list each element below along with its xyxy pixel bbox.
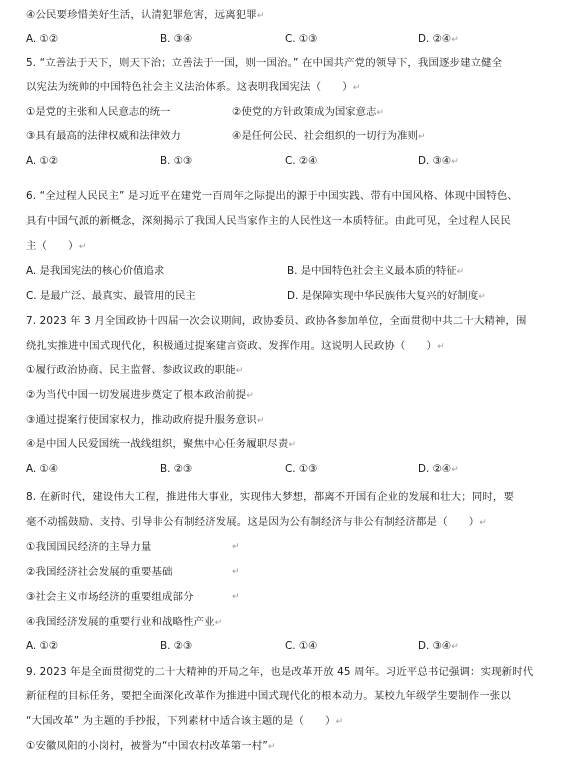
q5-statement-1: ①是党的主张和人民意志的统一: [26, 106, 171, 118]
q7-statement-3: ③通过提案行使国家权力，推动政府提升服务意识↵: [26, 414, 265, 426]
q5-stem-line-1: 5. “立善法于天下，则天下治；立善法于一国，则一国治。” 在中国共产党的领导下，我国逐步建立健全: [26, 57, 503, 69]
q6-option-a: A. 是我国宪法的核心价值追求: [26, 265, 165, 277]
q8-statement-2-mark: ↵: [232, 567, 240, 577]
q5-option-d: D. ③④↵: [418, 155, 459, 167]
q8-option-b: B. ②③: [160, 640, 193, 652]
q9-stem-line-1: 9. 2023 年是全面贯彻党的二十大精神的开局之年，也是改革开放 45 周年。习近平总书记强调：实现新时代: [26, 666, 534, 678]
q5-statement-4: ④是任何公民、社会组织的一切行为准则↵: [232, 130, 426, 142]
q8-stem-line-2: 毫不动摇鼓励、支持、引导非公有制经济发展。这是因为公有制经济与非公有制经济都是（ ）↵: [26, 516, 487, 528]
q8-option-d: D. ③④↵: [418, 640, 459, 652]
q8-statement-3: ③社会主义市场经济的重要组成部分: [26, 591, 194, 603]
q4-option-b: B. ③④: [160, 33, 193, 45]
q8-option-a: A. ①②: [26, 640, 59, 652]
q5-option-a: A. ①②: [26, 155, 59, 167]
q7-option-b: B. ②③: [160, 463, 193, 475]
q8-statement-4: ④我国经济发展的重要行业和战略性产业↵: [26, 616, 223, 628]
q9-stem-line-3: “大国改革” 为主题的手抄报，下列素材中适合该主题的是（ ）↵: [26, 715, 344, 727]
q4-option-a: A. ①②: [26, 33, 59, 45]
q7-statement-1: ①履行政治协商、民主监督、参政议政的职能↵: [26, 364, 244, 376]
q9-statement-1: ①安徽凤阳的小岗村，被誉为“中国农村改革第一村”↵: [26, 740, 276, 752]
q8-statement-1-mark: ↵: [232, 542, 240, 552]
q5-statement-2: ②使党的方针政策成为国家意志↵: [232, 106, 384, 118]
q5-option-b: B. ①③: [160, 155, 193, 167]
q7-option-c: C. ①③: [285, 463, 318, 475]
q8-option-c: C. ①④: [285, 640, 318, 652]
q7-stem-line-2: 绕扎实推进中国式现代化，积极通过提案建言资政、发挥作用。这说明人民政协（ ）↵: [26, 340, 445, 352]
q8-statement-3-mark: ↵: [232, 592, 240, 602]
q5-stem-line-2: 以宪法为统帅的中国特色社会主义法治体系。这表明我国宪法（ ）↵: [26, 81, 361, 93]
q5-option-c: C. ②④: [285, 155, 318, 167]
q7-option-d: D. ②④↵: [418, 463, 459, 475]
q6-stem-line-2: 具有中国气派的新概念，深刻揭示了我国人民当家作主的人民性这一本质特征。由此可见，全过程人民民: [26, 215, 511, 227]
q8-stem-line-1: 8. 在新时代，建设伟大工程，推进伟大事业，实现伟大梦想，都离不开国有企业的发展和壮大；同时，要: [26, 491, 514, 503]
q6-stem-line-3: 主（ ）↵: [26, 240, 87, 252]
q6-option-b: B. 是中国特色社会主义最本质的特征↵: [287, 265, 465, 277]
q8-statement-2: ②我国经济社会发展的重要基础: [26, 566, 173, 578]
q4-option-d: D. ②④↵: [418, 33, 459, 45]
q6-option-d: D. 是保障实现中华民族伟大复兴的好制度↵: [287, 290, 486, 302]
q6-stem-line-1: 6. “全过程人民民主” 是习近平在建党一百周年之际提出的源于中国实践、带有中国风格、体现中国特色、: [26, 190, 518, 202]
q6-option-c: C. 是最广泛、最真实、最管用的民主: [26, 290, 196, 302]
q5-statement-3: ③具有最高的法律权威和法律效力: [26, 130, 181, 142]
q7-statement-2: ②为当代中国一切发展进步奠定了根本政治前提↵: [26, 389, 254, 401]
q7-stem-line-1: 7. 2023 年 3 月全国政协十四届一次会议期间，政协委员、政协各参加单位，全面贯彻中共二十大精神，围: [26, 315, 527, 327]
q4-option-c: C. ①③: [285, 33, 318, 45]
q7-option-a: A. ①④: [26, 463, 59, 475]
q8-statement-1: ①我国国民经济的主导力量: [26, 541, 152, 553]
q9-stem-line-2: 新征程的目标任务，要把全面深化改革作为推进中国式现代化的根本动力。某校九年级学生要制作一张以: [26, 690, 511, 702]
q4-statement-4: ④公民要珍惜美好生活，认清犯罪危害，远离犯罪↵: [26, 9, 265, 21]
q7-statement-4: ④是中国人民爱国统一战线组织，聚焦中心任务履职尽责↵: [26, 438, 297, 450]
